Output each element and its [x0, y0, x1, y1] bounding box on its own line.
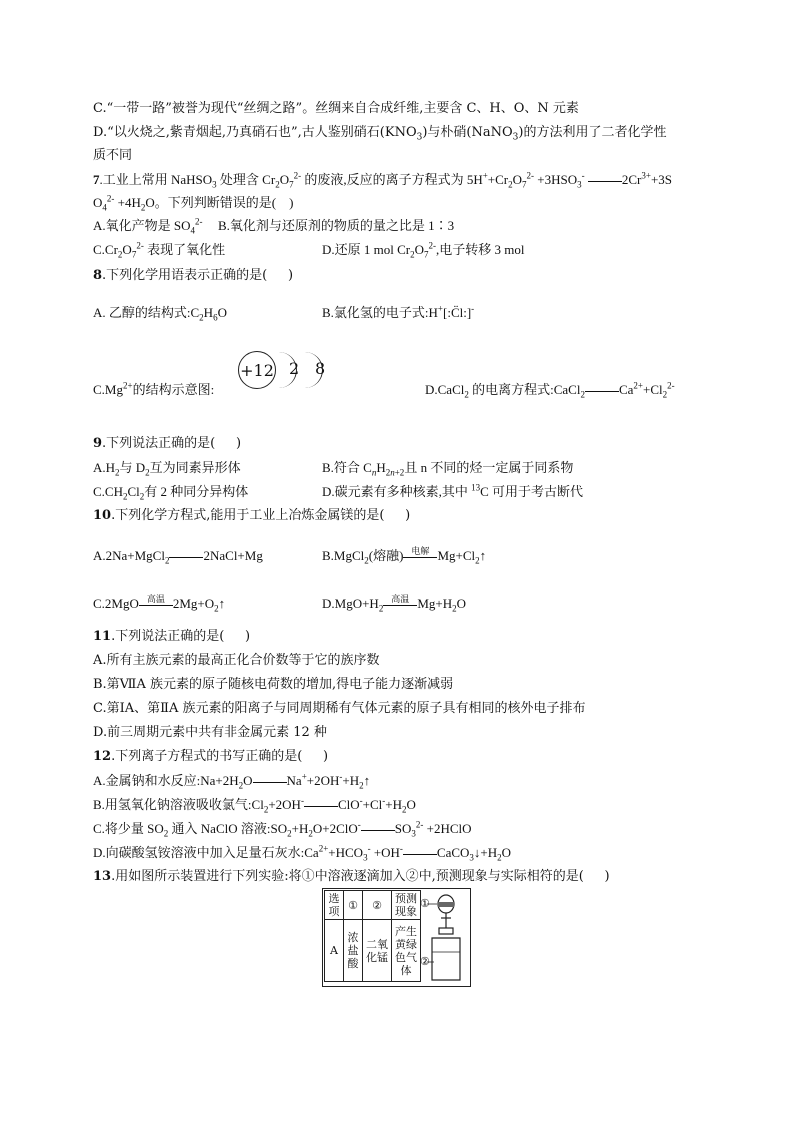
cell-option: A	[325, 920, 344, 982]
q12-option-a: A.金属钠和水反应$:Na+2H_2O$ $Na^++2OH^-+H_2↑$	[93, 771, 371, 791]
q7-stem-cont: $O_4^{2-} +4H_2O$。下列判断错误的是( )	[93, 193, 294, 213]
q12-stem: 12.下列离子方程式的书写正确的是( )	[93, 749, 329, 764]
label-reagent-1: ①	[420, 897, 430, 910]
q7-option-b: B.氧化剂与还原剂的物质的量之比是 1∶3	[218, 218, 455, 233]
shell-2-count: 8	[315, 359, 326, 378]
q6-option-c: C.“一带一路”被誉为现代“丝绸之路”。丝绸来自合成纤维,主要含 C、H、O、N 元素	[93, 101, 579, 116]
q8-option-d: D.CaCl$_2$ 的电离方程式:CaCl$_2$ $Ca^{2+}+Cl_2^{2-}$	[425, 380, 675, 400]
q13-table	[324, 890, 421, 982]
q9-option-c: $C.CH_2Cl_2$有 2 种同分异构体	[93, 484, 249, 502]
q12-option-d: D.向碳酸氢铵溶液中加入足量石灰水$:Ca^{2+}+HCO_3^- +OH^-$ $CaCO_3↓+H_2O$	[93, 843, 512, 863]
q11-stem: 11.下列说法正确的是( )	[93, 629, 251, 644]
header-reagent-2: ②	[363, 891, 392, 920]
q7-stem: 7.工业上常用 NaHSO$_3$ 处理含 $Cr_2O_7^{2-}$ 的废液,反应的离子方程式为 $5H^++Cr_2O_7^{2-} +3HSO_3^-$ $2Cr^{3+}+3S$	[93, 170, 673, 190]
q9-option-b: B.符合 $C_nH_{2n+2}$且 n 不同的烃一定属于同系物	[322, 460, 574, 478]
q11-option-a: A.所有主族元素的最高正化合价数等于它的族序数	[93, 653, 380, 668]
q6-option-d: D.“以火烧之,紫青烟起,乃真硝石也”,古人鉴别硝石$(KNO_3)$与朴硝(NaNO$_3$)的方法利用了二者化学性	[93, 125, 667, 143]
q10-stem: 10.下列化学方程式,能用于工业上冶炼金属镁的是( )	[93, 508, 411, 523]
cell-reagent-1: 浓盐酸	[344, 920, 363, 982]
q10-option-d: $D.MgO+H_2$ 高温 $Mg+H_2O$	[322, 594, 466, 614]
q10-option-c: C.2MgO 高温 $2Mg+O_2↑$	[93, 594, 226, 614]
header-reagent-1: ①	[344, 891, 363, 920]
q7-option-c: $C.Cr_2O_7^{2-}$ 表现了氧化性	[93, 240, 226, 260]
cell-reagent-2: 二氧化锰	[363, 920, 392, 982]
q9-stem: 9.下列说法正确的是( )	[93, 436, 242, 451]
q7-option-d: D.还原 1 mol $Cr_2O_7^{2-}$,电子转移 3 mol	[322, 240, 525, 260]
q10-option-a: A.2Na+MgCl$_2$ 2NaCl+Mg	[93, 548, 263, 566]
q8-option-b: B.氯化氢的电子式:H+[:C̈l:]-	[322, 303, 475, 320]
q12-option-b: B.用氢氧化钠溶液吸收氯气$:Cl_2+2OH^-$ $ClO^-+Cl^-+H_2O$	[93, 795, 416, 815]
q10-option-b: B.MgCl$_2$(熔融) 电解 $Mg+Cl_2↑$	[322, 546, 487, 566]
dropping-funnel-icon	[427, 895, 454, 930]
q13-stem: 13.用如图所示装置进行下列实验:将①中溶液逐滴加入②中,预测现象与实际相符的是( )	[93, 869, 610, 884]
header-option: 选项	[325, 891, 344, 920]
q11-option-b: B.第ⅦA 族元素的原子随核电荷数的增加,得电子能力逐渐减弱	[93, 677, 454, 692]
q6-option-d-cont: 质不同	[93, 148, 133, 163]
q9-option-d: D.碳元素有多种核素,其中 $^{13}$C 可用于考古断代	[322, 482, 584, 499]
q8-option-c: $C.Mg^{2+}$的结构示意图:	[93, 380, 215, 397]
flask-icon	[427, 928, 460, 980]
nucleus: +12	[238, 351, 276, 389]
q8-option-a: A. 乙醇的结构式$:C_2H_6O$	[93, 305, 227, 323]
cell-prediction: 产生黄绿色气体	[392, 920, 421, 982]
q11-option-d: D.前三周期元素中共有非金属元素 12 种	[93, 725, 327, 740]
q11-option-c: C.第ⅠA、第ⅡA 族元素的阳离子与同周期稀有气体元素的原子具有相同的核外电子排布	[93, 701, 586, 716]
shell-1-count: 2	[289, 359, 300, 378]
q7-option-a: A.氧化产物是 $SO_4^{2-}$	[93, 216, 203, 236]
mg-ion-structure-diagram	[238, 351, 338, 389]
q9-option-a: $A.H_2$与 $D_2$互为同素异形体	[93, 460, 241, 478]
q12-option-c: C.将少量 $SO_2$ 通入 NaClO 溶液$:SO_2+H_2O+2ClO^-$ $SO_3^{2-}$ +2HClO	[93, 819, 472, 839]
q8-stem: 8.下列化学用语表示正确的是( )	[93, 268, 294, 283]
header-prediction: 预测现象	[392, 891, 421, 920]
label-reagent-2: ②	[420, 955, 430, 968]
